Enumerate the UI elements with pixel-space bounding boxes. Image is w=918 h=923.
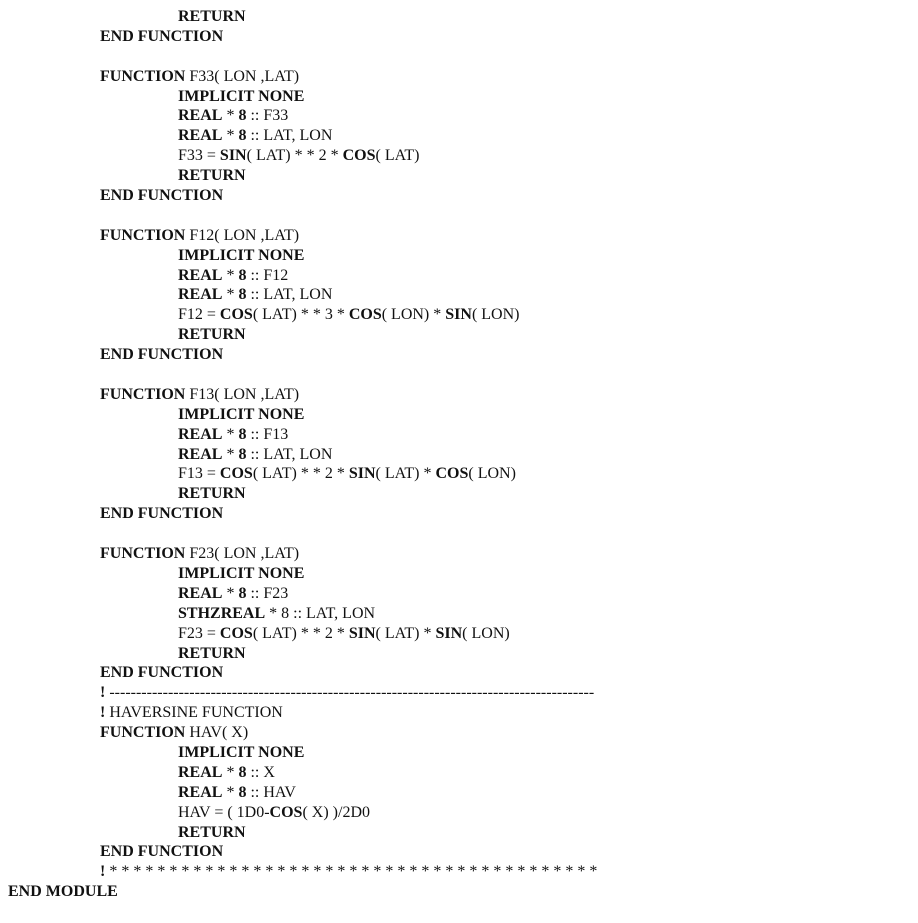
code-keyword: COS (269, 803, 303, 821)
code-text: :: LAT, LON (246, 445, 333, 463)
code-line (0, 783, 918, 803)
code-text: :: F33 (246, 107, 289, 125)
code-keyword: REAL (178, 763, 223, 781)
code-line (0, 305, 918, 325)
code-line (0, 27, 918, 47)
code-text: :: HAV (246, 783, 296, 801)
code-line (0, 484, 918, 504)
code-text: F13 = (178, 465, 220, 483)
code-line (0, 882, 918, 902)
code-keyword: IMPLICIT NONE (178, 405, 305, 423)
code-line (0, 106, 918, 126)
code-keyword: COS (435, 465, 469, 483)
code-text: ( LAT) (375, 147, 420, 165)
code-text: F12( LON ,LAT) (185, 226, 300, 244)
code-text: * (222, 425, 239, 443)
code-line (0, 226, 918, 246)
code-line (0, 67, 918, 87)
code-line (0, 703, 918, 723)
code-text: * (222, 107, 239, 125)
code-keyword: SIN (219, 147, 247, 165)
code-line (0, 723, 918, 743)
code-line (0, 425, 918, 445)
blank-line (0, 524, 918, 544)
code-text: * (222, 783, 239, 801)
code-keyword: 8 (238, 763, 247, 781)
code-text: * (222, 127, 239, 145)
code-keyword: END MODULE (8, 883, 118, 901)
code-line (0, 683, 918, 703)
code-line (0, 345, 918, 365)
code-line (0, 644, 918, 664)
code-keyword: IMPLICIT NONE (178, 87, 305, 105)
code-line (0, 624, 918, 644)
code-text: ( LAT) * (375, 624, 436, 642)
code-text: F13( LON ,LAT) (185, 385, 300, 403)
code-line (0, 823, 918, 843)
code-line (0, 186, 918, 206)
code-keyword: END FUNCTION (100, 346, 224, 364)
code-keyword: REAL (178, 783, 223, 801)
code-keyword: REAL (178, 425, 223, 443)
code-line (0, 405, 918, 425)
code-text: :: F12 (246, 266, 289, 284)
code-keyword: COS (219, 306, 253, 324)
code-text: ( LAT) * (375, 465, 436, 483)
code-keyword: 8 (238, 266, 247, 284)
code-keyword: COS (219, 624, 253, 642)
code-text: * (222, 286, 239, 304)
code-text: * 8 :: LAT, LON (265, 604, 376, 622)
code-text: HAV( X) (185, 724, 249, 742)
code-line (0, 146, 918, 166)
code-keyword: FUNCTION (100, 724, 186, 742)
code-listing (0, 7, 918, 902)
code-line (0, 285, 918, 305)
code-text: :: X (246, 763, 275, 781)
code-keyword: RETURN (178, 167, 246, 185)
code-text: ( LON) (468, 465, 516, 483)
code-line (0, 862, 918, 882)
code-line (0, 763, 918, 783)
code-text: :: LAT, LON (246, 286, 333, 304)
code-keyword: END FUNCTION (100, 187, 224, 205)
code-keyword: COS (348, 306, 382, 324)
code-text: * (222, 763, 239, 781)
code-text: ( LAT) * * 2 * (246, 147, 343, 165)
code-keyword: ! (100, 684, 106, 702)
code-keyword: IMPLICIT NONE (178, 743, 305, 761)
code-keyword: RETURN (178, 8, 246, 25)
code-text: :: F23 (246, 584, 289, 602)
code-keyword: FUNCTION (100, 385, 186, 403)
code-line (0, 584, 918, 604)
code-keyword: REAL (178, 584, 223, 602)
code-keyword: END FUNCTION (100, 843, 224, 861)
code-text: ( LON) * (381, 306, 446, 324)
code-line (0, 464, 918, 484)
code-text: F23 = (178, 624, 220, 642)
code-keyword: RETURN (178, 326, 246, 344)
code-keyword: COS (219, 465, 253, 483)
code-line (0, 266, 918, 286)
code-text: * (222, 266, 239, 284)
code-keyword: 8 (238, 127, 247, 145)
code-text: ( LAT) * * 2 * (252, 465, 349, 483)
code-keyword: RETURN (178, 485, 246, 503)
code-keyword: SIN (435, 624, 463, 642)
code-keyword: ! (100, 704, 106, 722)
code-keyword: REAL (178, 445, 223, 463)
code-text: ( LAT) * * 3 * (252, 306, 349, 324)
code-keyword: FUNCTION (100, 545, 186, 563)
code-line (0, 385, 918, 405)
code-text: F33( LON ,LAT) (185, 67, 300, 85)
code-text: :: F13 (246, 425, 289, 443)
code-text: HAV = ( 1D0- (178, 803, 270, 821)
code-line (0, 803, 918, 823)
code-keyword: RETURN (178, 644, 246, 662)
code-keyword: FUNCTION (100, 226, 186, 244)
code-text: ( LON) (471, 306, 520, 324)
code-keyword: END FUNCTION (100, 505, 224, 523)
code-keyword: SIN (348, 465, 376, 483)
code-text: HAVERSINE FUNCTION (105, 704, 283, 722)
code-line (0, 246, 918, 266)
code-line (0, 126, 918, 146)
code-keyword: END FUNCTION (100, 664, 224, 682)
code-text: * (222, 445, 239, 463)
code-keyword: RETURN (178, 823, 246, 841)
code-text: F12 = (178, 306, 220, 324)
code-keyword: COS (342, 147, 376, 165)
code-text: :: LAT, LON (246, 127, 333, 145)
code-text: F33 = (178, 147, 220, 165)
code-line (0, 604, 918, 624)
code-keyword: 8 (238, 584, 247, 602)
code-line (0, 663, 918, 683)
code-text: F23( LON ,LAT) (185, 545, 300, 563)
code-keyword: ! (100, 863, 106, 881)
code-line (0, 87, 918, 107)
code-keyword: SIN (445, 306, 472, 324)
code-keyword: REAL (178, 127, 223, 145)
code-keyword: REAL (178, 107, 223, 125)
code-text: * (222, 584, 239, 602)
code-line (0, 445, 918, 465)
code-keyword: SIN (348, 624, 376, 642)
code-line (0, 7, 918, 27)
code-keyword: FUNCTION (100, 67, 186, 85)
code-line (0, 166, 918, 186)
code-text: ------------------------------------------------------------------------------------------- (105, 684, 595, 702)
code-keyword: 8 (238, 783, 247, 801)
code-keyword: 8 (238, 425, 247, 443)
code-line (0, 504, 918, 524)
code-line (0, 544, 918, 564)
code-keyword: 8 (238, 286, 247, 304)
code-keyword: 8 (238, 445, 247, 463)
code-text: * * * * * * * * * * * * * * * * * * * * * * * * * * * * * * * * * * * * * * * * * (105, 863, 598, 881)
code-text: ( LON) (462, 624, 510, 642)
code-text: ( X) )/2D0 (302, 803, 370, 821)
code-keyword: 8 (238, 107, 247, 125)
blank-line (0, 365, 918, 385)
code-keyword: IMPLICIT NONE (178, 246, 305, 264)
code-keyword: REAL (178, 266, 223, 284)
code-line (0, 743, 918, 763)
code-text: ( LAT) * * 2 * (252, 624, 349, 642)
code-keyword: IMPLICIT NONE (178, 564, 305, 582)
code-line (0, 842, 918, 862)
code-keyword: STHZREAL (178, 604, 266, 622)
code-keyword: END FUNCTION (100, 27, 224, 45)
code-keyword: REAL (178, 286, 223, 304)
code-line (0, 325, 918, 345)
code-line (0, 564, 918, 584)
blank-line (0, 47, 918, 67)
blank-line (0, 206, 918, 226)
